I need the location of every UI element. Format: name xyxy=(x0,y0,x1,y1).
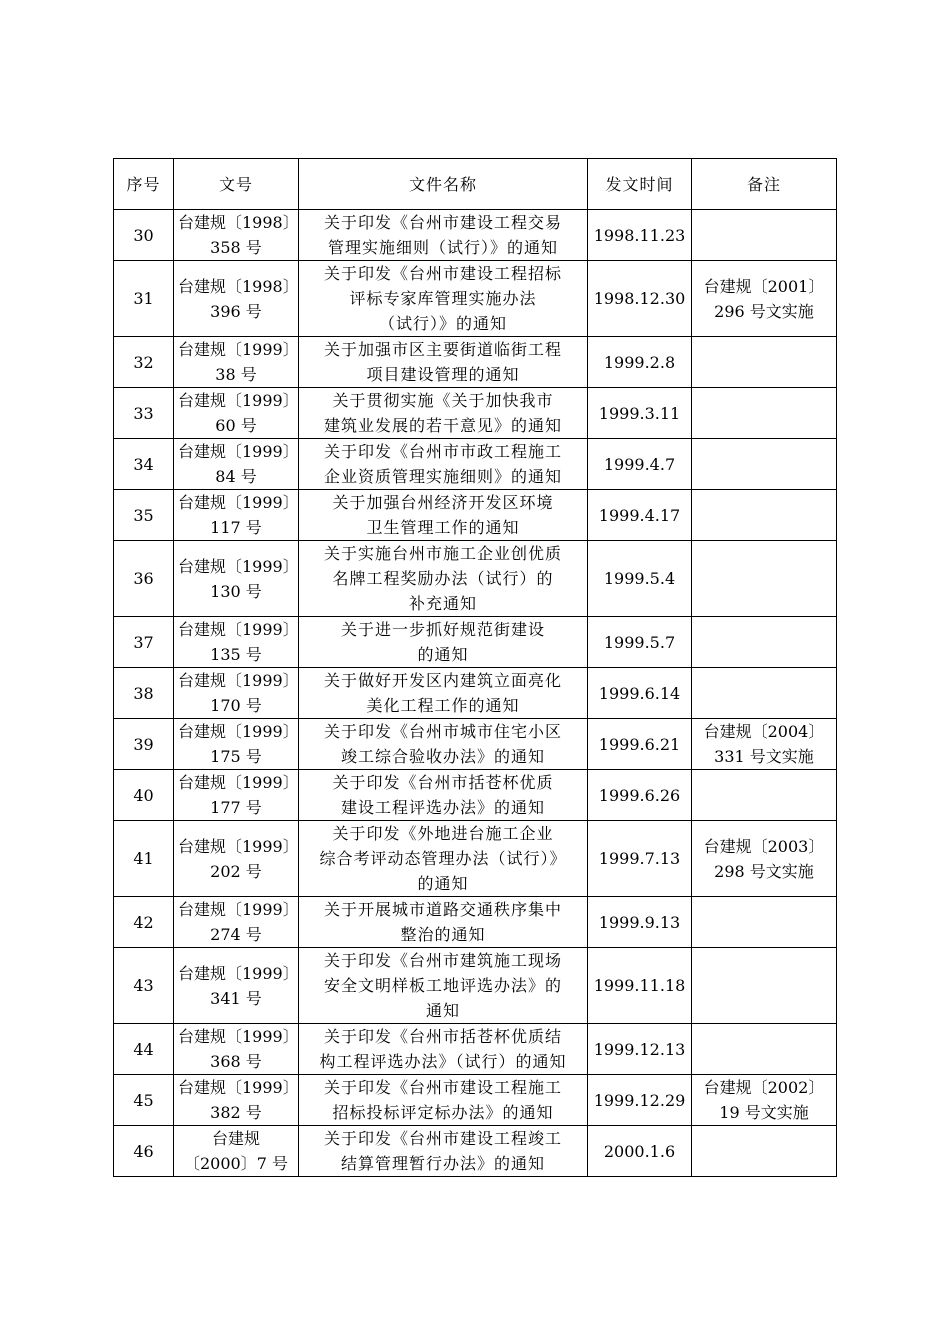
doc-no-cell-line: 38 号 xyxy=(215,365,257,384)
title-cell xyxy=(299,210,588,261)
doc-no-cell-line: 台建规〔1999〕 xyxy=(178,391,299,410)
seq-cell: 40 xyxy=(114,770,174,821)
doc-no-cell-line: 117 号 xyxy=(210,518,262,537)
date-cell: 1999.3.11 xyxy=(588,388,692,439)
header-title: 文件名称 xyxy=(299,159,588,210)
doc-no-cell-line: 60 号 xyxy=(215,416,257,435)
header-row xyxy=(114,159,837,210)
title-cell-line: 关于做好开发区内建筑立面亮化 xyxy=(323,671,562,690)
title-cell xyxy=(299,1024,588,1075)
doc-no-cell-line: 84 号 xyxy=(215,467,257,486)
title-cell xyxy=(299,1126,588,1177)
note-cell-line: 298 号文实施 xyxy=(714,861,814,881)
date-cell: 1998.12.30 xyxy=(588,261,692,337)
title-cell xyxy=(299,821,588,897)
title-cell-line: （试行）》的通知 xyxy=(378,314,507,333)
date-cell: 1998.11.23 xyxy=(588,210,692,261)
doc-no-cell-line: 台建规〔1999〕 xyxy=(178,1027,299,1046)
title-cell-line: 结算管理暂行办法》的通知 xyxy=(340,1154,545,1173)
table-row xyxy=(114,1126,837,1177)
title-cell-line: 企业资质管理实施细则》的通知 xyxy=(323,467,562,486)
doc-no-cell-line: 358 号 xyxy=(210,238,262,257)
title-cell-line: 的通知 xyxy=(417,874,469,893)
doc-no-cell xyxy=(174,948,299,1024)
note-cell-line: 台建规〔2001〕 xyxy=(703,276,825,296)
note-cell xyxy=(692,1024,837,1075)
note-cell xyxy=(692,388,837,439)
title-cell xyxy=(299,1075,588,1126)
title-cell-line: 建筑业发展的若干意见》的通知 xyxy=(323,416,562,435)
title-cell-line: 关于加强台州经济开发区环境 xyxy=(332,493,554,512)
title-cell xyxy=(299,719,588,770)
date-cell: 2000.1.6 xyxy=(588,1126,692,1177)
seq-cell: 32 xyxy=(114,337,174,388)
seq-cell: 46 xyxy=(114,1126,174,1177)
title-cell-line: 关于印发《台州市建设工程竣工 xyxy=(323,1129,562,1148)
title-cell xyxy=(299,261,588,337)
doc-no-cell-line: 202 号 xyxy=(210,861,262,881)
title-cell-line: 综合考评动态管理办法（试行）》 xyxy=(319,849,567,868)
header-doc-no: 文号 xyxy=(174,159,299,210)
title-cell-line: 关于印发《台州市城市住宅小区 xyxy=(323,722,562,741)
doc-no-cell-line: 台建规〔1999〕 xyxy=(178,963,299,983)
doc-no-cell-line: 177 号 xyxy=(210,798,262,817)
note-cell xyxy=(692,490,837,541)
doc-no-cell-line: 368 号 xyxy=(210,1052,262,1071)
seq-cell: 35 xyxy=(114,490,174,541)
title-cell xyxy=(299,490,588,541)
doc-no-cell xyxy=(174,668,299,719)
doc-no-cell xyxy=(174,770,299,821)
title-cell-line: 关于贯彻实施《关于加快我市 xyxy=(332,391,554,410)
title-cell-line: 评标专家库管理实施办法 xyxy=(349,289,537,308)
title-cell xyxy=(299,617,588,668)
note-cell xyxy=(692,719,837,770)
doc-no-cell xyxy=(174,210,299,261)
date-cell: 1999.5.7 xyxy=(588,617,692,668)
title-cell-line: 关于印发《台州市括苍杯优质 xyxy=(332,773,554,792)
seq-cell: 42 xyxy=(114,897,174,948)
doc-no-cell-line: 台建规〔1999〕 xyxy=(178,493,299,512)
seq-cell: 39 xyxy=(114,719,174,770)
title-cell-line: 卫生管理工作的通知 xyxy=(366,518,520,537)
date-cell: 1999.9.13 xyxy=(588,897,692,948)
seq-cell: 41 xyxy=(114,821,174,897)
table-row xyxy=(114,261,837,337)
doc-no-cell-line: 台建规〔1999〕 xyxy=(178,620,299,639)
note-cell-line: 19 号文实施 xyxy=(719,1103,809,1122)
note-cell xyxy=(692,1126,837,1177)
title-cell-line: 构工程评选办法》（试行）的通知 xyxy=(319,1052,567,1071)
title-cell-line: 关于加强市区主要街道临街工程 xyxy=(323,340,562,359)
doc-no-cell xyxy=(174,337,299,388)
doc-no-cell-line: 台建规〔1999〕 xyxy=(178,773,299,792)
table-row xyxy=(114,1075,837,1126)
doc-no-cell-line: 台建规〔1998〕 xyxy=(178,276,299,296)
doc-no-cell-line: 台建规〔1999〕 xyxy=(178,900,299,919)
table-row xyxy=(114,719,837,770)
note-cell xyxy=(692,337,837,388)
title-cell-line: 的通知 xyxy=(417,645,469,664)
doc-no-cell-line: 台建规〔1999〕 xyxy=(178,671,299,690)
seq-cell: 45 xyxy=(114,1075,174,1126)
table-row xyxy=(114,948,837,1024)
table-row xyxy=(114,897,837,948)
note-cell xyxy=(692,1075,837,1126)
doc-no-cell-line: 台建规〔1999〕 xyxy=(178,722,299,741)
date-cell: 1999.5.4 xyxy=(588,541,692,617)
title-cell-line: 关于实施台州市施工企业创优质 xyxy=(323,544,562,563)
doc-no-cell-line: 382 号 xyxy=(210,1103,262,1122)
table-row xyxy=(114,490,837,541)
note-cell xyxy=(692,948,837,1024)
doc-no-cell-line: 396 号 xyxy=(210,301,262,321)
doc-no-cell-line: 台建规 xyxy=(211,1129,260,1148)
doc-no-cell-line: 台建规〔1999〕 xyxy=(178,340,299,359)
title-cell-line: 关于开展城市道路交通秩序集中 xyxy=(323,900,562,919)
seq-cell: 37 xyxy=(114,617,174,668)
header-date: 发文时间 xyxy=(588,159,692,210)
note-cell xyxy=(692,210,837,261)
doc-no-cell xyxy=(174,821,299,897)
doc-no-cell xyxy=(174,439,299,490)
note-cell xyxy=(692,770,837,821)
note-cell-line: 台建规〔2003〕 xyxy=(703,836,825,856)
doc-no-cell-line: 台建规〔1999〕 xyxy=(178,442,299,461)
table-row xyxy=(114,388,837,439)
title-cell-line: 美化工程工作的通知 xyxy=(366,696,520,715)
doc-no-cell-line: 台建规〔1999〕 xyxy=(178,556,299,576)
seq-cell: 44 xyxy=(114,1024,174,1075)
title-cell-line: 关于印发《台州市建设工程施工 xyxy=(323,1078,562,1097)
title-cell-line: 招标投标评定标办法》的通知 xyxy=(332,1103,554,1122)
seq-cell: 38 xyxy=(114,668,174,719)
doc-no-cell-line: 274 号 xyxy=(210,925,262,944)
title-cell xyxy=(299,897,588,948)
seq-cell: 33 xyxy=(114,388,174,439)
seq-cell: 43 xyxy=(114,948,174,1024)
title-cell-line: 关于印发《台州市建筑施工现场 xyxy=(323,951,562,970)
doc-no-cell-line: 130 号 xyxy=(210,581,262,601)
seq-cell: 36 xyxy=(114,541,174,617)
title-cell xyxy=(299,770,588,821)
doc-no-cell xyxy=(174,897,299,948)
title-cell xyxy=(299,948,588,1024)
date-cell: 1999.12.29 xyxy=(588,1075,692,1126)
note-cell-line: 台建规〔2002〕 xyxy=(703,1078,825,1097)
title-cell xyxy=(299,541,588,617)
table-row xyxy=(114,337,837,388)
date-cell: 1999.12.13 xyxy=(588,1024,692,1075)
note-cell xyxy=(692,439,837,490)
table-row xyxy=(114,617,837,668)
date-cell: 1999.6.21 xyxy=(588,719,692,770)
date-cell: 1999.2.8 xyxy=(588,337,692,388)
doc-no-cell xyxy=(174,719,299,770)
note-cell xyxy=(692,617,837,668)
doc-no-cell-line: 175 号 xyxy=(210,747,262,766)
date-cell: 1999.7.13 xyxy=(588,821,692,897)
date-cell: 1999.6.26 xyxy=(588,770,692,821)
header-note: 备注 xyxy=(692,159,837,210)
doc-no-cell-line: 台建规〔1999〕 xyxy=(178,1078,299,1097)
doc-no-cell xyxy=(174,617,299,668)
doc-no-cell-line: 〔2000〕7 号 xyxy=(184,1154,288,1173)
note-cell xyxy=(692,821,837,897)
table-row xyxy=(114,1024,837,1075)
title-cell-line: 关于印发《台州市括苍杯优质结 xyxy=(323,1027,562,1046)
table-row xyxy=(114,541,837,617)
date-cell: 1999.6.14 xyxy=(588,668,692,719)
note-cell-line: 331 号文实施 xyxy=(714,747,814,766)
title-cell-line: 关于印发《外地进台施工企业 xyxy=(332,824,554,843)
doc-no-cell-line: 170 号 xyxy=(210,696,262,715)
doc-no-cell-line: 135 号 xyxy=(210,645,262,664)
header-seq: 序号 xyxy=(114,159,174,210)
doc-no-cell-line: 台建规〔1999〕 xyxy=(178,836,299,856)
date-cell: 1999.11.18 xyxy=(588,948,692,1024)
table-row xyxy=(114,668,837,719)
title-cell xyxy=(299,388,588,439)
date-cell: 1999.4.17 xyxy=(588,490,692,541)
doc-no-cell xyxy=(174,388,299,439)
table-body xyxy=(114,210,837,1177)
doc-no-cell xyxy=(174,1024,299,1075)
title-cell-line: 关于印发《台州市建设工程招标 xyxy=(323,264,562,283)
title-cell xyxy=(299,668,588,719)
title-cell-line: 补充通知 xyxy=(408,594,477,613)
note-cell-line: 台建规〔2004〕 xyxy=(703,722,825,741)
doc-no-cell xyxy=(174,261,299,337)
table-row xyxy=(114,210,837,261)
title-cell-line: 安全文明样板工地评选办法》的 xyxy=(323,976,562,995)
note-cell xyxy=(692,668,837,719)
note-cell xyxy=(692,541,837,617)
title-cell-line: 名牌工程奖励办法（试行）的 xyxy=(332,569,554,588)
doc-no-cell-line: 台建规〔1998〕 xyxy=(178,213,299,232)
title-cell-line: 通知 xyxy=(425,1001,460,1020)
title-cell xyxy=(299,439,588,490)
title-cell-line: 关于印发《台州市市政工程施工 xyxy=(323,442,562,461)
title-cell-line: 关于印发《台州市建设工程交易 xyxy=(323,213,562,232)
doc-no-cell-line: 341 号 xyxy=(210,988,262,1008)
date-cell: 1999.4.7 xyxy=(588,439,692,490)
title-cell-line: 关于进一步抓好规范街建设 xyxy=(340,620,545,639)
title-cell xyxy=(299,337,588,388)
note-cell xyxy=(692,261,837,337)
title-cell-line: 整治的通知 xyxy=(400,925,486,944)
table-row xyxy=(114,770,837,821)
seq-cell: 34 xyxy=(114,439,174,490)
seq-cell: 30 xyxy=(114,210,174,261)
doc-no-cell xyxy=(174,1075,299,1126)
table-row xyxy=(114,439,837,490)
doc-no-cell xyxy=(174,490,299,541)
note-cell-line: 296 号文实施 xyxy=(714,301,814,321)
title-cell-line: 竣工综合验收办法》的通知 xyxy=(340,747,545,766)
document-table xyxy=(113,158,837,1177)
seq-cell: 31 xyxy=(114,261,174,337)
title-cell-line: 管理实施细则（试行）》的通知 xyxy=(327,238,558,257)
title-cell-line: 建设工程评选办法》的通知 xyxy=(340,798,545,817)
title-cell-line: 项目建设管理的通知 xyxy=(366,365,520,384)
doc-no-cell xyxy=(174,541,299,617)
doc-no-cell xyxy=(174,1126,299,1177)
table-row xyxy=(114,821,837,897)
note-cell xyxy=(692,897,837,948)
